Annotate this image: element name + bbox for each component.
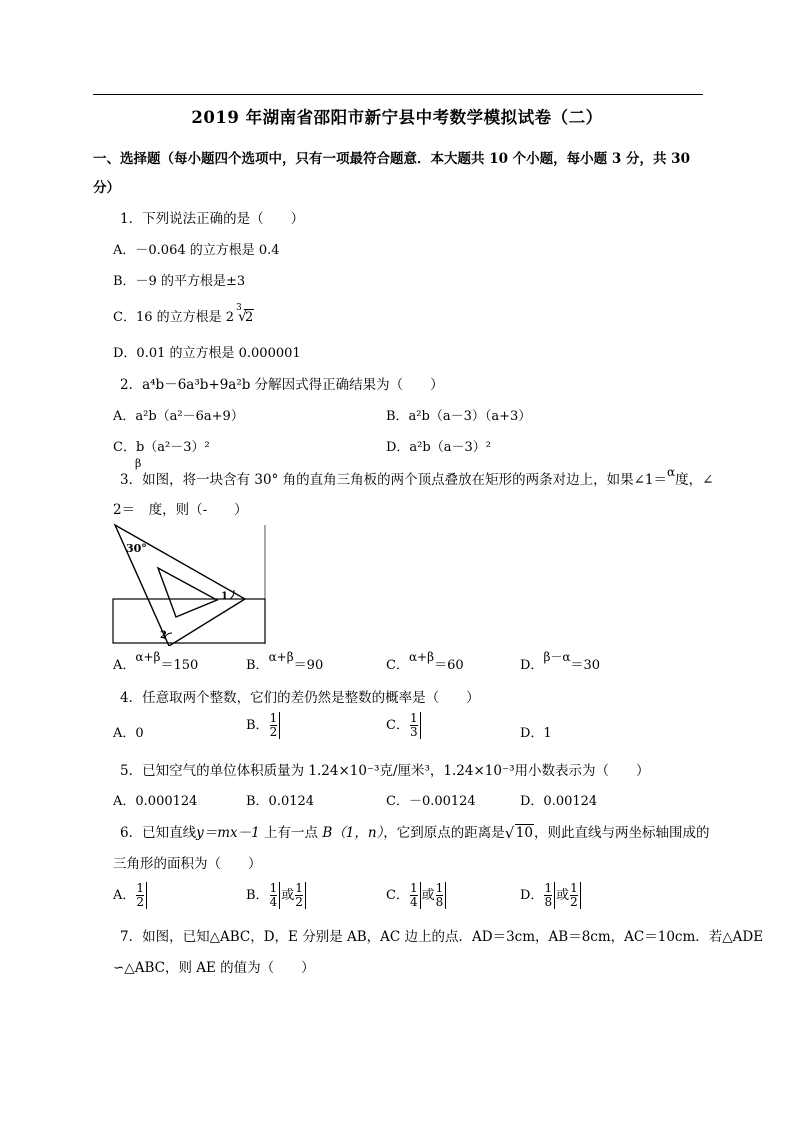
q6-option-d-fraction-2 [570,882,581,909]
q3-option-c [386,650,464,673]
q3-option-c-greek: α+β [408,650,435,664]
q4-option-c [386,712,422,739]
q6-point: B（1，n） [322,825,384,841]
q5-stem: 5．已知空气的单位体积质量为 1.24×10⁻³克/厘米³，1.24×10⁻³用小数表示为（ ） [120,763,650,779]
q3-option-d [520,650,601,673]
fraction-denominator: 2 [295,895,303,909]
q4-option-c-prefix: C． [386,718,409,733]
q6-option-d [520,882,582,909]
q6-stem-line2: 三角形的面积为（ ） [113,856,262,872]
q5-option-d: D．0.00124 [520,794,598,809]
q6-option-d-or: 或 [556,888,570,903]
q7-stem-line1: 7．如图，已知△ABC，D，E 分别是 AB，AC 边上的点．AD＝3cm，AB＝8cm，AC＝10cm．若△ADE [120,929,764,945]
q6-option-c-or: 或 [421,888,435,903]
q3-stem-line1 [120,465,714,488]
q3-option-c-value: ＝60 [434,658,464,673]
fraction-denominator: 2 [269,725,278,739]
fraction-numerator: 1 [544,881,553,895]
figure-rectangle [113,599,265,643]
q6-option-a [113,882,148,909]
q3-option-b-value: ＝90 [293,658,324,673]
q2-option-d: D．a²b（a－3）² [386,440,491,455]
q3-option-d-value: ＝30 [570,658,601,673]
fraction-numerator: 1 [409,711,418,725]
fraction-denominator: 4 [269,895,278,909]
section-heading-line1: 一、选择题（每小题四个选项中，只有一项最符合题意．本大题共 10 个小题，每小题 3 分，共 30 [93,151,690,167]
figure-label-1: 1 [221,591,228,602]
fraction-denominator: 8 [435,895,444,909]
cube-root-radicand: 2 [245,310,254,325]
q3-alpha-mark: α [667,465,676,479]
section-heading-line2: 分） [93,180,120,196]
q3-option-a-prefix: A． [113,658,136,673]
fraction-denominator: 2 [136,895,145,909]
q3-option-d-greek: β－α [543,650,571,664]
q1-option-b: B．－9 的平方根是±3 [113,274,246,289]
q3-option-a-greek: α+β [135,650,161,664]
q4-option-b-prefix: B． [246,718,269,733]
q6-option-d-fraction-1 [544,882,555,909]
radical-sign-icon: √ [504,824,515,842]
q3-option-c-prefix: C． [386,658,409,673]
page-title: 2019 年湖南省邵阳市新宁县中考数学模拟试卷（二） [191,108,603,127]
q5-option-a: A．0.000124 [113,794,198,809]
q3-option-a [113,650,199,673]
q1-option-d: D．0.01 的立方根是 0.000001 [113,346,301,361]
fraction-numerator: 1 [295,881,303,895]
figure-label-2: 2 [160,630,167,641]
figure-triangle-inner [158,568,217,617]
q7-stem-line2: ∽△ABC，则 AE 的值为（ ） [113,960,315,976]
q6-option-b [246,882,307,909]
q1-option-c-text: C．16 的立方根是 2 [113,310,235,325]
q5-option-b: B．0.0124 [246,794,315,809]
q6-option-c-fraction-1 [410,882,421,909]
fraction-numerator: 1 [435,881,444,895]
fraction-numerator: 1 [269,711,278,725]
fraction-denominator: 2 [570,895,578,909]
q1-option-a: A．－0.064 的立方根是 0.4 [113,243,280,258]
q6-option-a-prefix: A． [113,888,136,903]
q6-option-c-fraction-2 [436,882,447,909]
q3-option-b-greek: α+β [268,650,294,664]
q6-option-a-fraction [136,882,147,909]
fraction-numerator: 1 [269,881,278,895]
fraction-denominator: 4 [409,895,418,909]
header-rule [93,94,703,95]
q3-option-d-prefix: D． [520,658,544,673]
q5-option-c: C．－0.00124 [386,794,476,809]
q3-stem-line2: 2＝ 度，则（- ） [113,502,248,518]
q6-stem-a: 6．已知直线 [120,825,197,841]
radical-sign-icon: √ [238,309,247,325]
fraction-numerator: 1 [409,881,418,895]
q4-option-c-fraction [410,712,421,739]
q3-beta-mark: β [135,457,142,470]
q6-stem-line1 [120,821,709,841]
figure-angle-label: 30° [126,542,147,555]
q2-stem: 2．a⁴b－6a³b+9a²b 分解因式得正确结果为（ ） [120,377,444,393]
q4-option-d: D．1 [520,726,552,741]
fraction-denominator: 8 [544,895,553,909]
q4-option-b-fraction [270,712,281,739]
q1-option-c [113,303,254,325]
q3-stem-tail: 度，∠ [675,472,714,488]
q3-triangle-ruler-figure [112,522,268,646]
q3-stem-text: 3．如图，将一块含有 30° 角的直角三角板的两个顶点叠放在矩形的两条对边上，如果∠1＝ [120,472,667,488]
q2-option-b: B．a²b（a－3）（a+3） [386,409,532,424]
q3-option-b-prefix: B． [246,658,269,673]
q6-option-c [386,882,447,909]
fraction-numerator: 1 [136,881,145,895]
q6-option-b-or: 或 [281,888,295,903]
q2-option-c: C．b（a²－3）² [113,440,210,455]
cube-root-index: 3 [236,303,242,313]
q6-sqrt-value: 10 [515,825,533,841]
q6-option-c-prefix: C． [386,888,409,903]
q4-option-b [246,712,281,739]
q6-stem-d: ，则此直线与两坐标轴围成的 [533,825,710,841]
q1-cube-root [234,303,254,325]
q6-line-equation: y＝mx－1 [196,825,260,841]
q1-stem: 1．下列说法正确的是（ ） [120,211,305,227]
q6-stem-b: 上有一点 [259,825,323,841]
fraction-numerator: 1 [570,881,578,895]
q3-option-a-value: ＝150 [160,658,199,673]
q4-stem: 4．任意取两个整数，它们的差仍然是整数的概率是（ ） [120,690,480,706]
fraction-denominator: 3 [409,725,418,739]
q2-option-a: A．a²b（a²－6a+9） [113,409,244,424]
q6-option-b-prefix: B． [246,888,269,903]
q6-option-b-fraction-2 [295,882,306,909]
q6-stem-c: ，它到原点的距离是 [383,825,505,841]
q6-option-d-prefix: D． [520,888,544,903]
q4-option-a: A．0 [113,726,144,741]
q6-option-b-fraction-1 [270,882,281,909]
q6-sqrt [505,825,534,841]
q3-option-b [246,650,324,673]
